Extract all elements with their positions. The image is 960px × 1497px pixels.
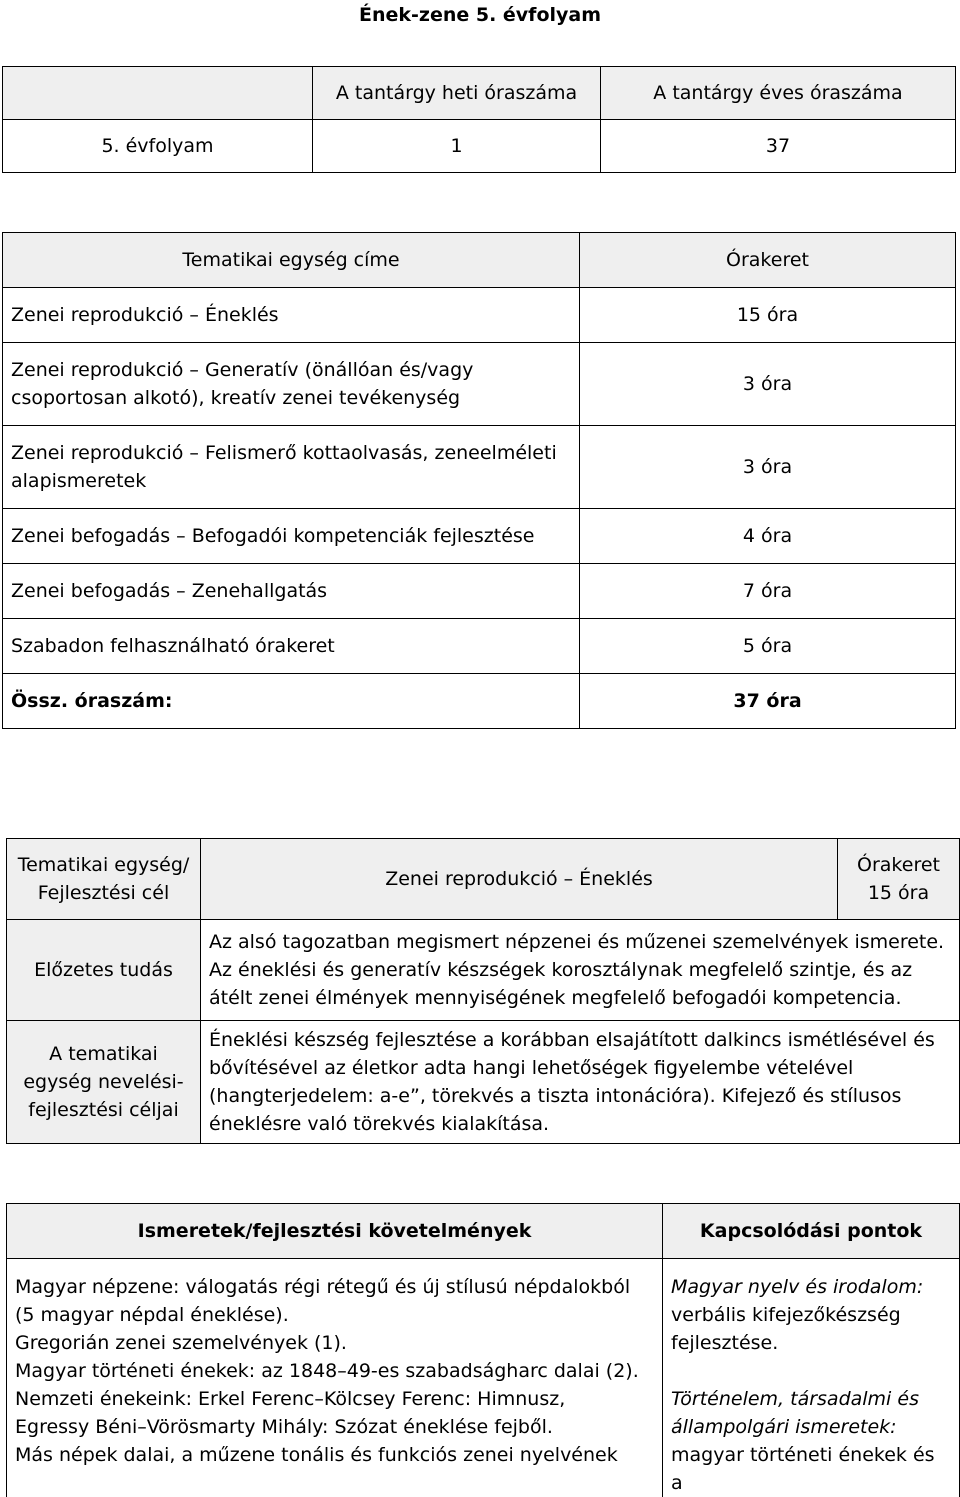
connection-text: verbális kifejezőkészség fejlesztése. <box>671 1301 951 1357</box>
list-item: Gregorián zenei szemelvények (1). <box>15 1329 654 1357</box>
connection-subject: Történelem, társadalmi és állampolgári ismeretek: <box>671 1385 951 1441</box>
goals-label: A tematikai egység nevelési-fejlesztési céljai <box>7 1021 201 1144</box>
unit-hours: 3 óra <box>580 343 956 426</box>
prior-knowledge-label: Előzetes tudás <box>7 920 201 1021</box>
unit-title: Szabadon felhasználható órakeret <box>3 619 580 674</box>
unit-hours-value: 15 óra <box>846 879 951 907</box>
page-title: Ének-zene 5. évfolyam <box>0 0 960 30</box>
hours-header-empty <box>3 67 313 120</box>
hours-table <box>2 66 956 173</box>
weekly-hours-cell: 1 <box>313 120 601 173</box>
unit-title: Zenei befogadás – Zenehallgatás <box>3 564 580 619</box>
requirements-list <box>7 1259 663 1497</box>
unit-title: Zenei reprodukció – Generatív (önállóan és/vagy csoportosan alkotó), kreatív zenei tevékenység <box>3 343 580 426</box>
units-table <box>2 232 956 729</box>
total-hours: 37 óra <box>580 674 956 729</box>
unit-hours: 7 óra <box>580 564 956 619</box>
yearly-hours-cell: 37 <box>601 120 956 173</box>
list-item: Nemzeti énekeink: Erkel Ferenc–Kölcsey Ferenc: Himnusz, <box>15 1385 654 1413</box>
prior-knowledge-text: Az alsó tagozatban megismert népzenei és műzenei szemelvények ismerete. Az éneklési és generatív készségek korosztálynak megfelelő szintje, és az átélt zenei élmények mennyiségének megfelelő befogadói kompetencia. <box>201 920 960 1021</box>
unit-label: Tematikai egység/ Fejlesztési cél <box>7 839 201 920</box>
unit-title: Zenei reprodukció – Felismerő kottaolvasás, zeneelméleti alapismeretek <box>3 426 580 509</box>
units-header-title: Tematikai egység címe <box>3 233 580 288</box>
unit-title: Zenei reprodukció – Éneklés <box>3 288 580 343</box>
unit-hours: 15 óra <box>580 288 956 343</box>
total-label: Össz. óraszám: <box>3 674 580 729</box>
unit-detail-title: Zenei reprodukció – Éneklés <box>201 839 838 920</box>
requirements-table <box>6 1203 960 1497</box>
list-item: Magyar történeti énekek: az 1848–49-es szabadságharc dalai (2). <box>15 1357 654 1385</box>
weekly-hours-header: A tantárgy heti óraszáma <box>313 67 601 120</box>
connections-header: Kapcsolódási pontok <box>663 1204 960 1259</box>
list-item: Egressy Béni–Vörösmarty Mihály: Szózat éneklése fejből. <box>15 1413 654 1441</box>
units-header-hours: Órakeret <box>580 233 956 288</box>
goals-text: Éneklési készség fejlesztése a korábban elsajátított dalkincs ismétlésével és bővítésével az életkor adta hangi lehetőségek figyelembe vételével (hangterjedelem: a-e”, törekvés a tiszta intonációra). Kifejező és stílusos éneklésre való törekvés kialakítása. <box>201 1021 960 1144</box>
unit-hours: 3 óra <box>580 426 956 509</box>
unit-title: Zenei befogadás – Befogadói kompetenciák fejlesztése <box>3 509 580 564</box>
unit-hours: 5 óra <box>580 619 956 674</box>
list-item: (5 magyar népdal éneklése). <box>15 1301 654 1329</box>
yearly-hours-header: A tantárgy éves óraszáma <box>601 67 956 120</box>
connections-list <box>663 1259 960 1497</box>
connection-text: magyar történeti énekek és a <box>671 1441 951 1497</box>
list-item: Magyar népzene: válogatás régi rétegű és új stílusú népdalokból <box>15 1273 654 1301</box>
list-item: Más népek dalai, a műzene tonális és funkciós zenei nyelvének <box>15 1441 654 1469</box>
grade-cell: 5. évfolyam <box>3 120 313 173</box>
unit-hours-label: Órakeret <box>846 851 951 879</box>
connection-subject: Magyar nyelv és irodalom: <box>671 1273 951 1301</box>
unit-detail-table <box>6 838 960 1144</box>
unit-hours: 4 óra <box>580 509 956 564</box>
unit-hours-block <box>838 839 960 920</box>
requirements-header: Ismeretek/fejlesztési követelmények <box>7 1204 663 1259</box>
